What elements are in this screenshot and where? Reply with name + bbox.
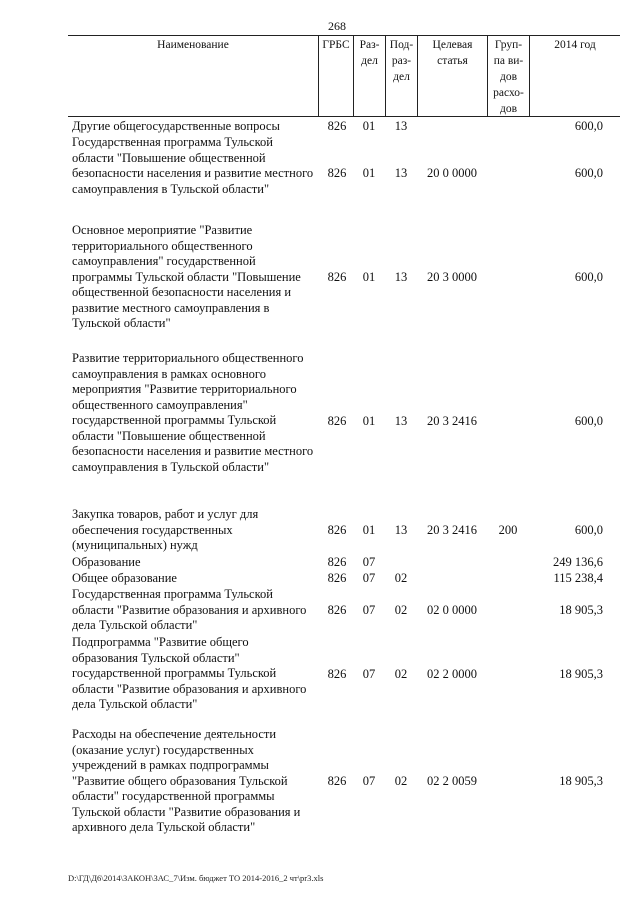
row-razdel: 01 <box>362 166 376 180</box>
row-name: Образование <box>72 555 141 569</box>
row-stat: 02 0 0000 <box>427 603 477 617</box>
row-razdel: 01 <box>362 270 376 284</box>
budget-table <box>68 35 620 834</box>
header-name: Наименование <box>157 39 229 51</box>
row-razdel: 01 <box>362 119 376 133</box>
row-podrazdel: 02 <box>394 774 408 788</box>
row-grbs: 826 <box>327 523 347 537</box>
row-razdel: 07 <box>362 555 376 569</box>
header-sum: 2014 год <box>529 36 620 116</box>
row-stat: 20 3 2416 <box>427 523 477 537</box>
row-grbs: 826 <box>327 571 347 585</box>
row-sum: 600,0 <box>574 119 603 133</box>
row-razdel: 07 <box>362 667 376 681</box>
row-name: Закупка товаров, работ и услуг для обеспечения государственных (муниципальных) нужд <box>72 507 259 552</box>
row-razdel: 07 <box>362 603 376 617</box>
row-sum: 115 238,4 <box>553 571 603 585</box>
page-number: 268 <box>328 19 346 33</box>
row-podrazdel: 02 <box>394 667 408 681</box>
table-row <box>68 351 620 493</box>
row-grp: 200 <box>498 523 518 537</box>
header-podrazdel: Под- раз- дел <box>385 36 417 116</box>
header-razdel: Раз- дел <box>353 36 385 116</box>
table-row <box>68 507 620 555</box>
header-stat: Целевая статья <box>417 36 487 116</box>
table-row <box>68 571 620 587</box>
row-name: Развитие территориального общественного самоуправления в рамках основного мероприятия "Развитие территориального общественного самоуправления" государственной программы Тульской области "Повышение общественной безопасности населения и развитие местного самоуправления в Тульской области" <box>72 351 314 474</box>
row-razdel: 07 <box>362 571 376 585</box>
row-podrazdel: 13 <box>394 523 408 537</box>
row-name: Общее образование <box>72 571 177 585</box>
row-name: Другие общегосударственные вопросы <box>72 119 280 133</box>
table-row <box>68 587 620 635</box>
row-stat: 20 3 2416 <box>427 414 477 428</box>
row-podrazdel: 02 <box>394 571 408 585</box>
row-sum: 600,0 <box>574 270 603 284</box>
table-header <box>68 35 620 117</box>
row-stat: 20 0 0000 <box>427 166 477 180</box>
row-podrazdel: 13 <box>394 166 408 180</box>
row-stat: 02 2 0000 <box>427 667 477 681</box>
row-grbs: 826 <box>327 603 347 617</box>
row-razdel: 01 <box>362 523 376 537</box>
row-podrazdel: 13 <box>394 270 408 284</box>
row-grbs: 826 <box>327 166 347 180</box>
row-grbs: 826 <box>327 555 347 569</box>
row-sum: 600,0 <box>574 414 603 428</box>
row-sum: 18 905,3 <box>559 774 603 788</box>
table-row <box>68 119 620 135</box>
table-row <box>68 635 620 715</box>
header-grbs: ГРБС <box>318 36 353 116</box>
row-name: Государственная программа Тульской области "Повышение общественной безопасности населения и развитие местного самоуправления в Тульской области" <box>72 135 314 196</box>
row-name: Основное мероприятие "Развитие территориального общественного самоуправления" государственной программы Тульской области "Повышение общественной безопасности населения и развитие местного самоуправления в Тульской области" <box>72 223 301 330</box>
row-podrazdel: 02 <box>394 603 408 617</box>
row-razdel: 01 <box>362 414 376 428</box>
table-row <box>68 555 620 571</box>
row-podrazdel: 13 <box>394 414 408 428</box>
row-grbs: 826 <box>327 270 347 284</box>
row-sum: 18 905,3 <box>559 603 603 617</box>
row-sum: 600,0 <box>574 523 603 537</box>
row-sum: 249 136,6 <box>553 555 603 569</box>
file-path-footer: D:\ГД\Д6\2014\ЗАКОН\ЗАС_7\Изм. бюджет ТО 2014-2016_2 чт\pr3.xls <box>68 873 324 883</box>
row-stat: 02 2 0059 <box>427 774 477 788</box>
row-razdel: 07 <box>362 774 376 788</box>
row-sum: 18 905,3 <box>559 667 603 681</box>
row-grbs: 826 <box>327 119 347 133</box>
row-sum: 600,0 <box>574 166 603 180</box>
row-name: Государственная программа Тульской области "Развитие образования и архивного дела Тульской области" <box>72 587 307 632</box>
row-grbs: 826 <box>327 414 347 428</box>
row-name: Подпрограмма "Развитие общего образования Тульской области" государственной программы Тульской области "Развитие образования и архивного дела Тульской области" <box>72 635 307 711</box>
table-row <box>68 135 620 213</box>
row-grbs: 826 <box>327 774 347 788</box>
row-podrazdel: 13 <box>394 119 408 133</box>
table-row <box>68 727 620 839</box>
row-name: Расходы на обеспечение деятельности (оказание услуг) государственных учреждений в рамках подпрограммы "Развитие общего образования Тульской области" государственной программы Тульской области "Развитие образования и архивного дела Тульской области" <box>72 727 301 834</box>
table-row <box>68 223 620 333</box>
header-grp: Груп- па ви- дов расхо- дов <box>487 36 529 116</box>
row-grbs: 826 <box>327 667 347 681</box>
row-stat: 20 3 0000 <box>427 270 477 284</box>
